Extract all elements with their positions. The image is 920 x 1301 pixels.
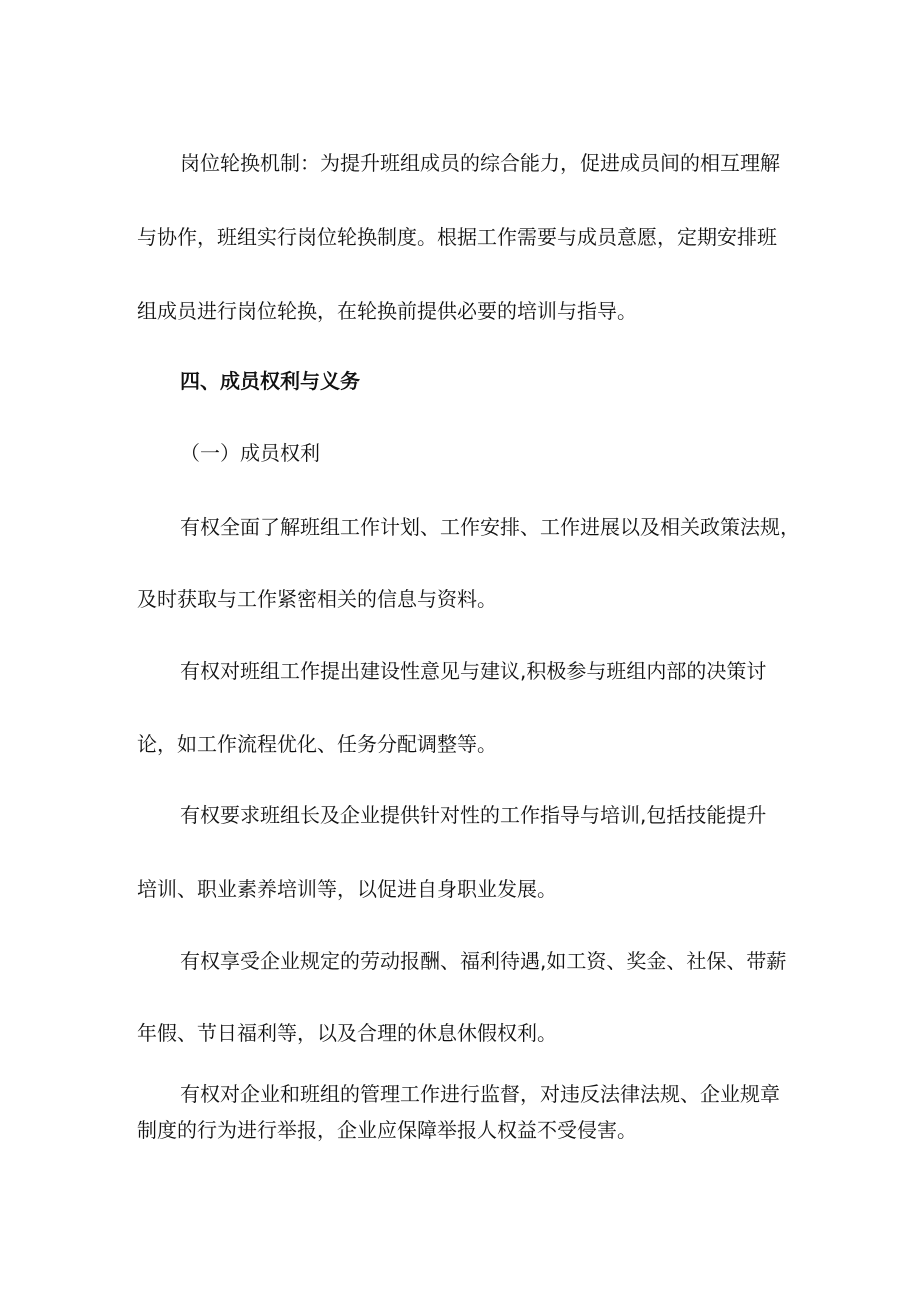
paragraph-right-info-line-1: 有权全面了解班组工作计划、工作安排、工作进展以及相关政策法规， xyxy=(180,515,800,539)
paragraph-rotation-line-3: 组成员进行岗位轮换，在轮换前提供必要的培训与指导。 xyxy=(137,299,637,323)
section-heading: 四、成员权利与义务 xyxy=(180,369,360,393)
paragraph-rotation-line-1: 岗位轮换机制：为提升班组成员的综合能力，促进成员间的相互理解 xyxy=(180,151,780,175)
paragraph-right-supervise-line-1: 有权对企业和班组的管理工作进行监督，对违反法律法规、企业规章 xyxy=(180,1082,780,1106)
paragraph-rotation-line-2: 与协作，班组实行岗位轮换制度。根据工作需要与成员意愿，定期安排班 xyxy=(137,225,777,249)
paragraph-right-training-line-1: 有权要求班组长及企业提供针对性的工作指导与培训,包括技能提升 xyxy=(180,803,767,827)
paragraph-right-supervise-line-2: 制度的行为进行举报，企业应保障举报人权益不受侵害。 xyxy=(137,1118,637,1142)
subsection-heading: （一）成员权利 xyxy=(180,441,320,465)
paragraph-right-benefits-line-1: 有权享受企业规定的劳动报酬、福利待遇,如工资、奖金、社保、带薪 xyxy=(180,949,787,973)
paragraph-right-info-line-2: 及时获取与工作紧密相关的信息与资料。 xyxy=(137,587,497,611)
paragraph-right-training-line-2: 培训、职业素养培训等，以促进自身职业发展。 xyxy=(137,877,557,901)
paragraph-right-benefits-line-2: 年假、节日福利等，以及合理的休息休假权利。 xyxy=(137,1021,557,1045)
paragraph-right-suggest-line-1: 有权对班组工作提出建设性意见与建议,积极参与班组内部的决策讨 xyxy=(180,659,767,683)
paragraph-right-suggest-line-2: 论，如工作流程优化、任务分配调整等。 xyxy=(137,732,497,756)
